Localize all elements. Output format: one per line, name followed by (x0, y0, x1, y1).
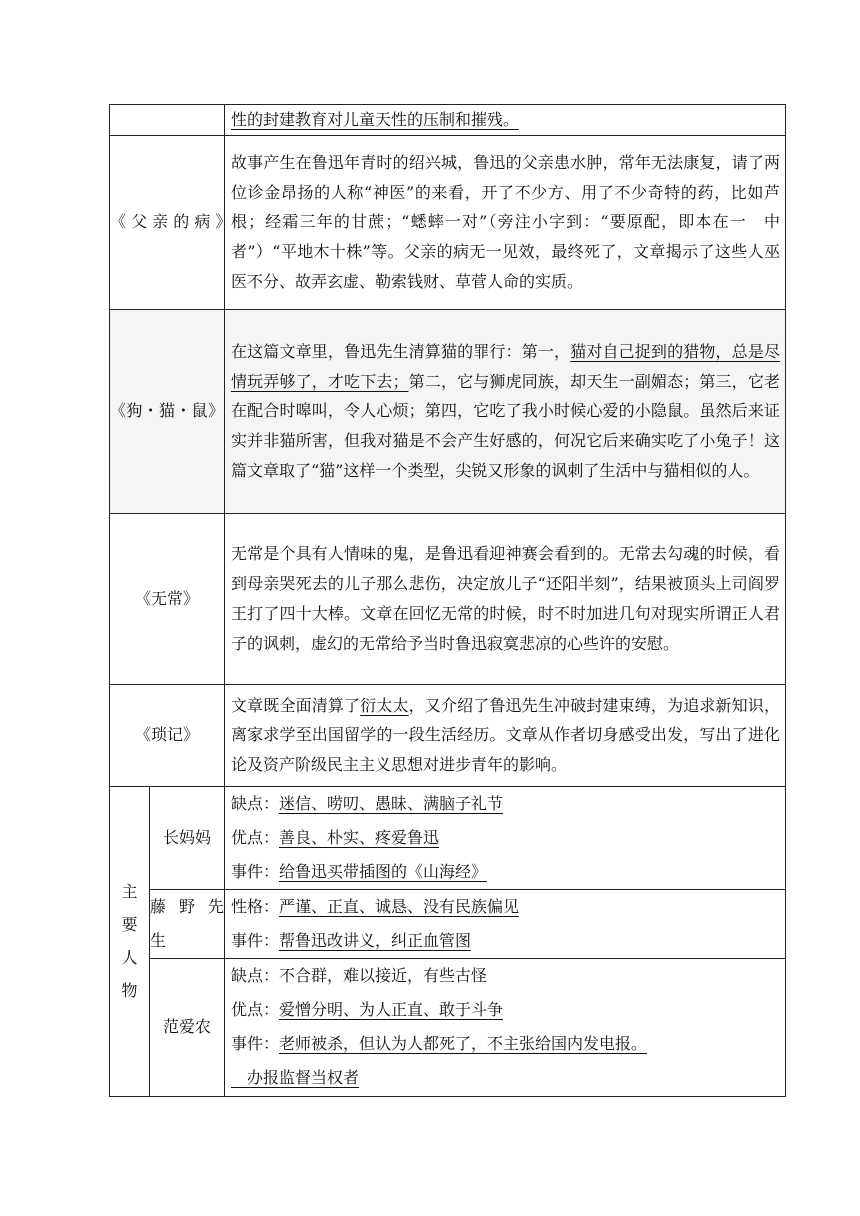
tengye-events: 事件：帮鲁迅改讲义，纠正血管图 (231, 930, 472, 950)
table-row-goumao (110, 309, 786, 513)
changmama-faults: 缺点：迷信、唠叨、愚昧、满脑子礼节 (231, 793, 504, 813)
character-info-tengye (225, 889, 786, 958)
table-row-tengye (110, 889, 786, 958)
tengye-traits: 性格：严谨、正直、诚恳、没有民族偏见 (231, 896, 520, 916)
row-text-wuchang: 无常是个具有人情味的鬼，是鲁迅看迎神赛会看到的。无常去勾魂的时候，看到母亲哭死去的儿子那么悲伤，决定放儿子“还阳半刻”，结果被顶头上司阎罗王打了四十大棒。文章在回忆无常的时候，时不时加进几句对现实所谓正人君子的讽刺，虚幻的无常给予当时鲁迅寂寞悲凉的心些许的安慰。 (225, 513, 786, 684)
suoji-text-part2: ，又介绍了鲁迅先生冲破封建束缚，为追求新知识，离家求学至出国留学的一段生活经历。文章从作者切身感受出发，写出了进化论及资产阶级民主主义思想对进步青年的影响。 (231, 695, 780, 775)
goumao-text-underlined: 猫对自己捉到的猎物，总是尽情玩弄够了，才吃下去； (231, 341, 780, 391)
continuation-text-underlined: 性的封建教育对儿童天性的压制和摧残。 (231, 110, 520, 129)
row-label-empty (110, 105, 225, 136)
suoji-text-part1: 文章既全面清算了 (231, 695, 361, 715)
changmama-events: 事件：给鲁迅买带插图的《山海经》 (231, 861, 488, 881)
table-row-continuation (110, 105, 786, 136)
table-row-changmama (110, 786, 786, 889)
fanainong-faults: 缺点：不合群，难以接近，有些古怪 (231, 966, 488, 986)
table-row-fuqin (110, 135, 786, 309)
goumao-text-part1: 在这篇文章里，鲁迅先生清算猫的罪行：第一， (231, 341, 571, 361)
suoji-text-underlined: 衍太太 (360, 695, 409, 715)
fanainong-events: 事件：老师被杀，但认为人都死了，不主张给国内发电报。 (231, 1034, 648, 1054)
changmama-merits: 优点：善良、朴实、疼爱鲁迅 (231, 827, 440, 847)
character-name-tengye: 藤 野 先 生 (150, 889, 225, 958)
character-info-fanainong (225, 958, 786, 1096)
table-row-fanainong (110, 958, 786, 1096)
notes-table (109, 104, 786, 1097)
table-row-suoji (110, 684, 786, 786)
row-label-wuchang: 《无常》 (110, 513, 225, 684)
table-row-wuchang (110, 513, 786, 684)
character-info-changmama (225, 786, 786, 889)
goumao-text-part2: 第二，它与狮虎同族，却天生一副媚态；第三，它老在配合时嗥叫，令人心烦；第四，它吃了我小时候心爱的小隐鼠。虽然后来证实并非猫所害，但我对猫是不会产生好感的，何况它后来确实吃了小兔子！这篇文章取了“猫”这样一个类型，尖锐又形象的讽刺了生活中与猫相似的人。 (231, 371, 780, 480)
main-characters-label: 主 要 人 物 (110, 786, 150, 1096)
row-text-goumao (225, 309, 786, 513)
fanainong-events-cont: 办报监督当权者 (231, 1068, 360, 1088)
row-text-fuqin: 故事产生在鲁迅年青时的绍兴城，鲁迅的父亲患水肿，常年无法康复，请了两位诊金昂扬的人称“神医”的来看，开了不少方、用了不少奇特的药，比如芦根；经霜三年的甘蔗；“蟋蟀一对”（旁注小字到：“要原配，即本在一 中者”）“平地木十株”等。父亲的病无一见效，最终死了，文章揭示了这些人巫医不分、故弄玄虚、勒索钱财、草菅人命的实质。 (225, 135, 786, 309)
row-label-fuqin: 《 父 亲 的 病 》 (110, 135, 225, 309)
row-text-suoji (225, 684, 786, 786)
character-name-fanainong: 范爱农 (150, 958, 225, 1096)
continuation-text (225, 105, 786, 136)
fanainong-merits: 优点：爱憎分明、为人正直、敢于斗争 (231, 1000, 504, 1020)
character-name-changmama: 长妈妈 (150, 786, 225, 889)
row-label-goumao: 《狗・猫・鼠》 (110, 309, 225, 513)
row-label-suoji: 《琐记》 (110, 684, 225, 786)
